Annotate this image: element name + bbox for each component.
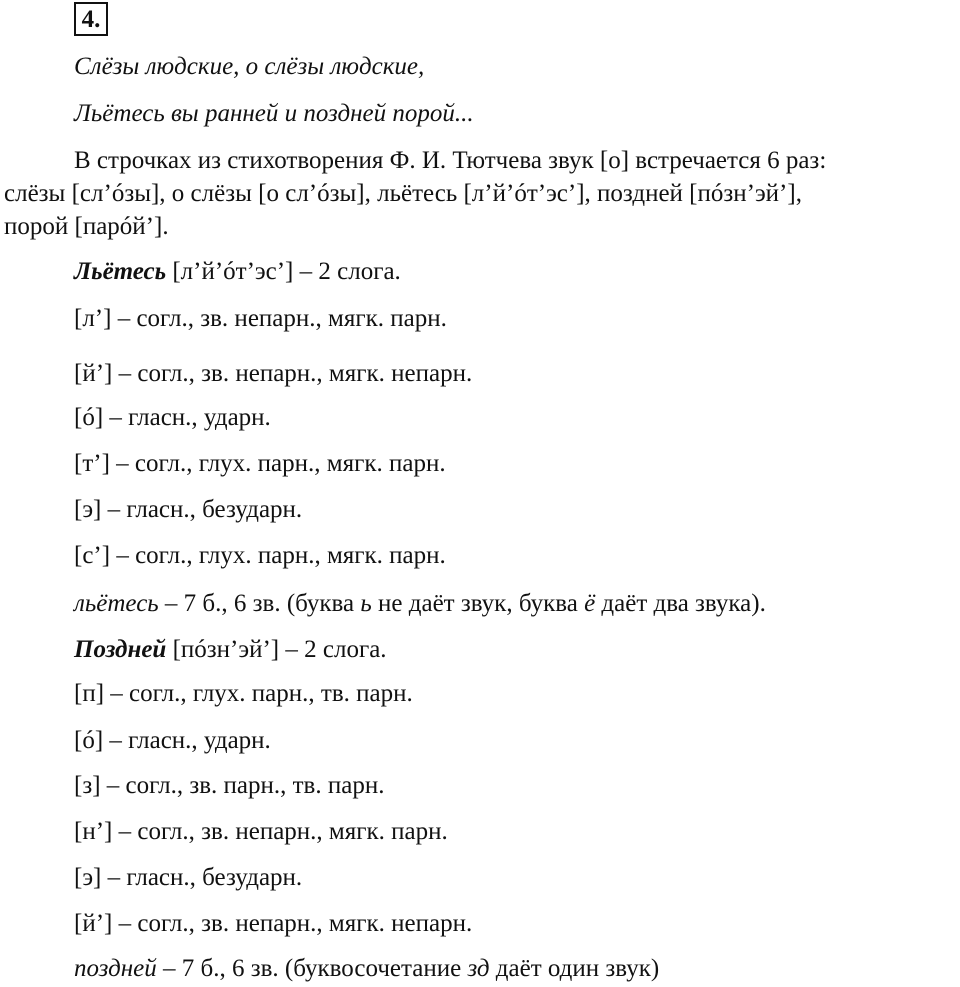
word2-heading-word: Поздней [74, 636, 167, 663]
poem-line-2: Льётесь вы ранней и поздней порой... [74, 100, 474, 127]
word2-summary-word: поздней [74, 955, 157, 982]
word2-summary-letters-zd: зд [467, 955, 490, 982]
poem-line-1: Слёзы людские, о слёзы людские, [74, 53, 425, 80]
word1-summary-text-a: – 7 б., 6 зв. (буква [158, 590, 361, 617]
word2-sound-3: [з] – согл., зв. парн., тв. парн. [74, 772, 385, 799]
word2-heading-rest: [пóзн’эй’] – 2 слога. [166, 636, 387, 663]
word1-sound-5: [э] – гласн., безударн. [74, 496, 303, 523]
word1-heading-word: Льётесь [74, 258, 167, 285]
word1-sound-4: [т’] – согл., глух. парн., мягк. парн. [74, 450, 446, 477]
word1-heading [74, 258, 401, 287]
word1-sound-1: [л’] – согл., зв. непарн., мягк. парн. [74, 305, 447, 332]
intro-line-1: В строчках из стихотворения Ф. И. Тютчева звук [о] встречается 6 раз: [74, 147, 827, 174]
word1-sound-3: [ó] – гласн., ударн. [74, 404, 271, 431]
word2-summary-text-b: даёт один звук) [489, 955, 660, 982]
word2-summary [74, 955, 659, 984]
word2-sound-1: [п] – согл., глух. парн., тв. парн. [74, 680, 413, 707]
word2-sound-5: [э] – гласн., безударн. [74, 864, 303, 891]
word2-sound-4: [н’] – согл., зв. непарн., мягк. парн. [74, 818, 448, 845]
word1-summary-letter-soft-sign: ь [360, 590, 372, 617]
word1-heading-rest: [л’й’óт’эс’] – 2 слога. [166, 258, 401, 285]
word1-sound-6: [с’] – согл., глух. парн., мягк. парн. [74, 542, 446, 569]
word1-summary-text-b: не даёт звук, буква [371, 590, 585, 617]
word2-summary-text-a: – 7 б., 6 зв. (буквосочетание [156, 955, 468, 982]
word2-sound-6: [й’] – согл., зв. непарн., мягк. непарн. [74, 910, 473, 937]
word1-summary-text-c: даёт два звука). [595, 590, 766, 617]
intro-line-2: слёзы [сл’óзы], о слёзы [о сл’óзы], льётесь [л’й’óт’эс’], поздней [пóзн’эй’], [4, 180, 802, 207]
intro-line-3: порой [парóй’]. [4, 213, 169, 240]
word1-summary-letter-yo: ё [584, 590, 596, 617]
word2-heading [74, 636, 387, 665]
word1-sound-2: [й’] – согл., зв. непарн., мягк. непарн. [74, 360, 473, 387]
word1-summary [74, 590, 766, 619]
task-number: 4. [74, 2, 108, 36]
word2-sound-2: [ó] – гласн., ударн. [74, 727, 271, 754]
word1-summary-word: льётесь [74, 590, 159, 617]
